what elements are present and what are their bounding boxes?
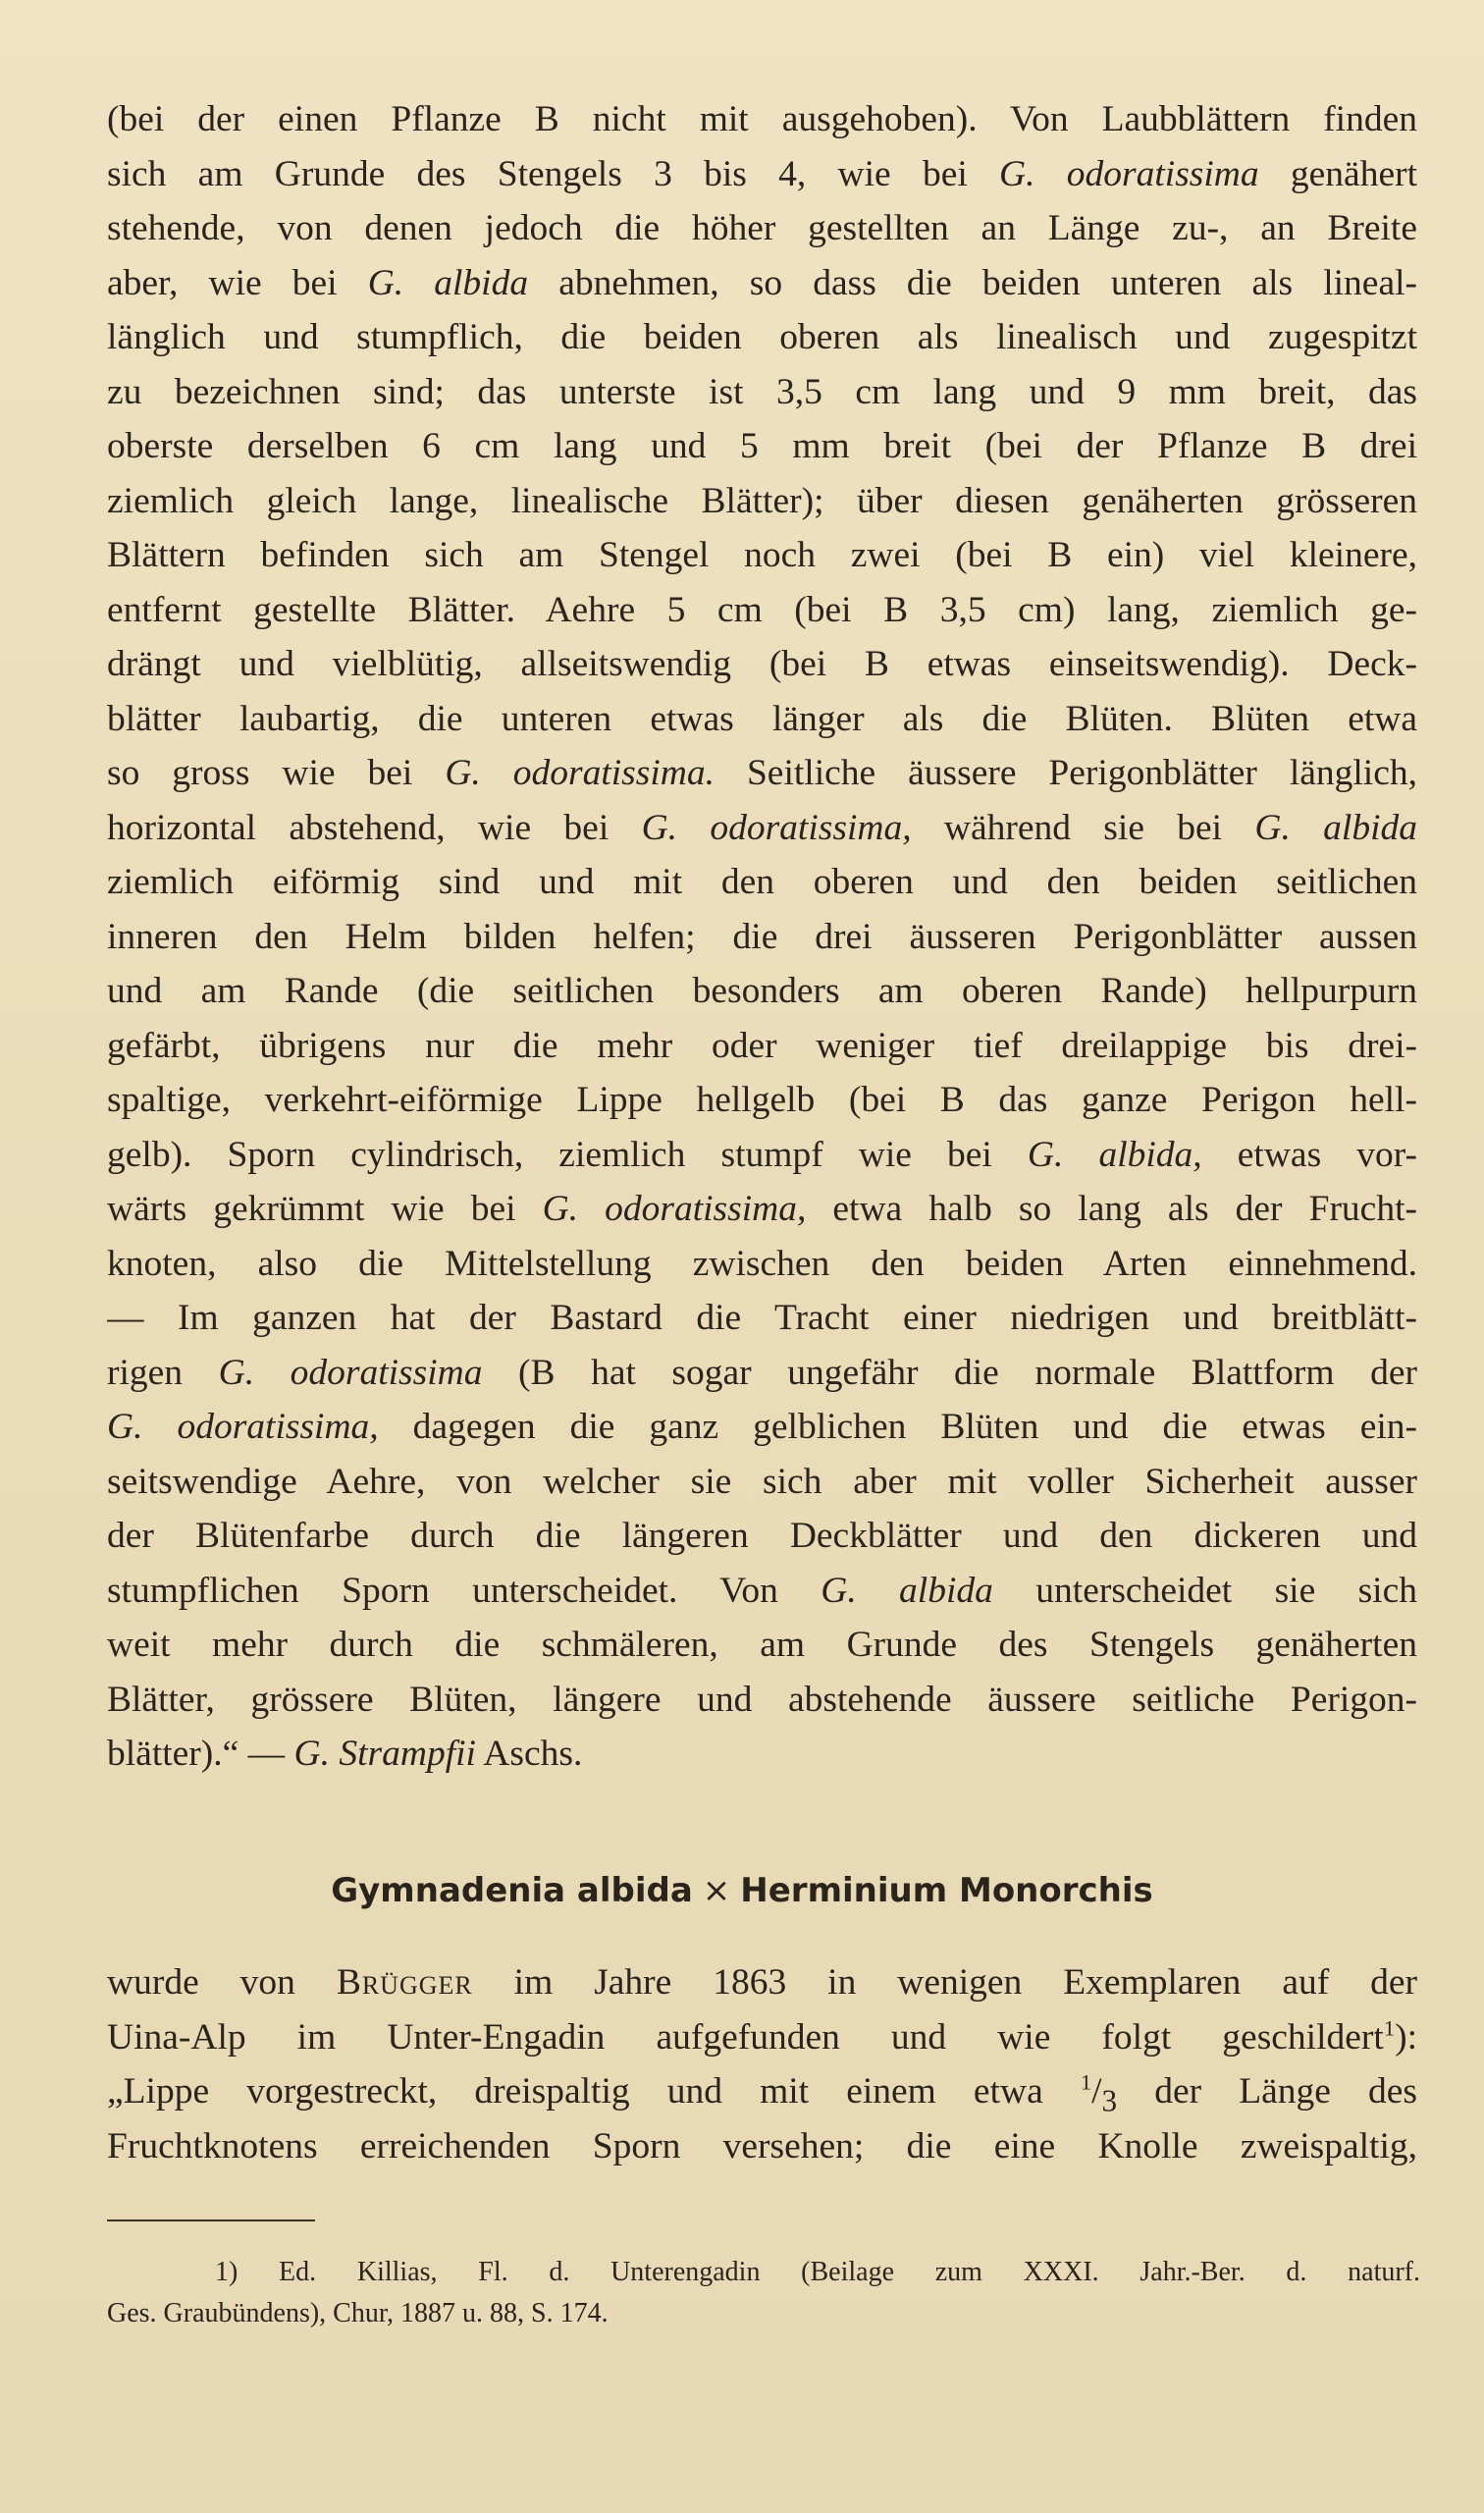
text-line — [107, 256, 1417, 311]
text-line — [107, 637, 1417, 692]
text-line — [107, 801, 1417, 856]
text-line — [107, 1673, 1417, 1728]
text-fragment: abnehmen, so dass die beiden unteren als lineal- — [528, 262, 1417, 303]
second-paragraph — [107, 1955, 1417, 2173]
text-line — [107, 1019, 1417, 1074]
text-fragment: länglich und stumpflich, die beiden oberen als linealisch und zugespitzt — [107, 317, 1417, 357]
text-fragment: etwa halb so lang als der Frucht- — [806, 1189, 1417, 1229]
text-fragment: Fruchtknotens erreichenden Sporn versehen; die eine Knolle zweispaltig, — [107, 2125, 1417, 2166]
text-line — [107, 692, 1417, 747]
text-fragment: 1 — [1383, 2015, 1396, 2040]
italic-text: G. odoratissima — [999, 153, 1259, 194]
text-fragment: spaltige, verkehrt-eiförmige Lippe hellgelb (bei B das ganze Perigon hell- — [107, 1080, 1417, 1120]
text-fragment: wärts gekrümmt wie bei — [107, 1189, 543, 1229]
text-fragment: seitswendige Aehre, von welcher sie sich aber mit voller Sicherheit ausser — [107, 1461, 1417, 1502]
text-fragment: rigen — [107, 1352, 219, 1393]
text-fragment: — Im ganzen hat der Bastard die Tracht einer niedrigen und breitblätt- — [107, 1298, 1417, 1338]
text-line — [107, 528, 1417, 583]
text-line — [107, 855, 1417, 910]
footnote-line-2: Ges. Graubündens), Chur, 1887 u. 88, S. 174. — [107, 2298, 609, 2328]
text-line — [107, 1564, 1417, 1619]
text-line — [107, 2119, 1417, 2174]
italic-text: G. odoratissima, — [542, 1189, 807, 1229]
section-heading — [0, 1866, 1484, 1915]
text-fragment: genähert — [1258, 153, 1417, 194]
text-line — [107, 92, 1417, 147]
text-line — [107, 365, 1417, 420]
italic-text: G. albida — [821, 1570, 993, 1611]
hybrid-cross-symbol: × — [702, 1871, 731, 1910]
text-line — [107, 310, 1417, 365]
italic-text: G. albida — [1254, 807, 1417, 848]
text-line — [107, 583, 1417, 638]
text-fragment: Blätter, grössere Blüten, längere und abstehende äussere seitliche Perigon- — [107, 1679, 1417, 1720]
text-line — [107, 1727, 1417, 1782]
italic-text: G. Strampfii — [293, 1734, 476, 1774]
italic-text: G. odoratissima — [218, 1352, 483, 1393]
italic-text: G. odoratissima, — [641, 807, 912, 848]
text-fragment: Aschs. — [475, 1734, 583, 1774]
footnote — [107, 2252, 1422, 2334]
text-fragment: inneren den Helm bilden helfen; die drei äusseren Perigonblätter aussen — [107, 916, 1417, 957]
italic-text: G. odoratissima, — [107, 1407, 379, 1447]
text-fragment: gefärbt, übrigens nur die mehr oder weniger tief dreilappige bis drei- — [107, 1025, 1417, 1066]
text-fragment: wurde von — [107, 1962, 337, 2003]
text-fragment: (B hat sogar ungefähr die normale Blattform der — [482, 1352, 1417, 1393]
text-line — [107, 1182, 1417, 1237]
text-line — [107, 1237, 1417, 1292]
text-fragment: stumpflichen Sporn unterscheidet. Von — [107, 1570, 822, 1611]
text-line — [107, 964, 1417, 1019]
text-fragment: der Länge des — [1117, 2071, 1417, 2112]
text-fragment: der Blütenfarbe durch die längeren Deckblätter und den dickeren und — [107, 1516, 1417, 1556]
text-fragment: weit mehr durch die schmäleren, am Grunde des Stengels genäherten — [107, 1625, 1417, 1665]
text-fragment: Uina-Alp im Unter-Engadin aufgefunden und wie folgt geschildert — [107, 2016, 1384, 2058]
text-line — [107, 2010, 1417, 2065]
text-fragment: entfernt gestellte Blätter. Aehre 5 cm (bei B 3,5 cm) lang, ziemlich ge- — [107, 589, 1417, 630]
text-line — [107, 1346, 1417, 1401]
text-line — [107, 1509, 1417, 1564]
footnote-divider — [107, 2219, 315, 2221]
text-fragment: und am Rande (die seitlichen besonders am oberen Rande) hellpurpurn — [107, 971, 1417, 1011]
text-line — [107, 1618, 1417, 1673]
text-fragment: Seitliche äussere Perigonblätter länglich, — [714, 753, 1417, 793]
text-fragment: knoten, also die Mittelstellung zwischen den beiden Arten einnehmend. — [107, 1243, 1417, 1284]
text-line — [107, 1291, 1417, 1346]
text-fragment: ziemlich eiförmig sind und mit den oberen und den beiden seitlichen — [107, 862, 1417, 902]
text-fragment: ziemlich gleich lange, linealische Blätter); über diesen genäherten grösseren — [107, 480, 1417, 521]
text-line — [107, 1400, 1417, 1455]
text-fragment: drängt und vielblütig, allseitswendig (bei B etwas einseitswendig). Deck- — [107, 644, 1417, 684]
text-fragment: 3 — [1101, 2083, 1118, 2118]
text-fragment: sich am Grunde des Stengels 3 bis 4, wie bei — [107, 153, 1000, 194]
text-line — [107, 1128, 1417, 1183]
text-fragment: dagegen die ganz gelblichen Blüten und die etwas ein- — [378, 1407, 1417, 1447]
text-fragment: im Jahre 1863 in wenigen Exemplaren auf der — [472, 1962, 1417, 2003]
text-line — [107, 910, 1417, 965]
italic-text: G. albida, — [1027, 1134, 1202, 1175]
smallcaps-name: Brügger — [336, 1962, 473, 2003]
text-fragment: (bei der einen Pflanze B nicht mit ausgehoben). Von Laubblättern finden — [107, 99, 1417, 139]
text-line — [107, 1073, 1417, 1128]
text-fragment: stehende, von denen jedoch die höher gestellten an Länge zu-, an Breite — [107, 208, 1417, 248]
text-line — [107, 147, 1417, 202]
text-fragment: während sie bei — [911, 807, 1255, 848]
text-fragment: horizontal abstehend, wie bei — [107, 807, 642, 848]
heading-right: Herminium Monorchis — [740, 1871, 1153, 1910]
text-fragment: gelb). Sporn cylindrisch, ziemlich stumpf wie bei — [107, 1134, 1028, 1175]
text-fragment: 1 — [1080, 2069, 1092, 2095]
text-fragment: blätter laubartig, die unteren etwas länger als die Blüten. Blüten etwa — [107, 698, 1417, 739]
text-line — [107, 201, 1417, 256]
main-paragraph — [107, 92, 1417, 1782]
text-fragment: „Lippe vorgestreckt, dreispaltig und mit einem etwa — [107, 2071, 1081, 2112]
text-fragment: Blättern befinden sich am Stengel noch zwei (bei B ein) viel kleinere, — [107, 535, 1417, 575]
text-line — [107, 2064, 1417, 2119]
text-line — [107, 474, 1417, 529]
text-line — [107, 419, 1417, 474]
text-fragment: unterscheidet sie sich — [992, 1570, 1417, 1611]
text-line — [107, 1955, 1417, 2010]
text-fragment: so gross wie bei — [107, 753, 446, 793]
footnote-line-1: 1) Ed. Killias, Fl. d. Unterengadin (Beilage zum XXXI. Jahr.-Ber. d. naturf. — [215, 2257, 1420, 2287]
text-fragment: aber, wie bei — [107, 262, 368, 303]
text-fragment: oberste derselben 6 cm lang und 5 mm breit (bei der Pflanze B drei — [107, 426, 1417, 466]
text-fragment: zu bezeichnen sind; das unterste ist 3,5 cm lang und 9 mm breit, das — [107, 371, 1417, 412]
italic-text: G. odoratissima. — [445, 753, 715, 793]
heading-left: Gymnadenia albida — [331, 1871, 693, 1910]
text-line — [107, 1455, 1417, 1510]
text-fragment: / — [1091, 2071, 1102, 2112]
text-fragment: blätter).“ — — [107, 1734, 294, 1774]
text-fragment: etwas vor- — [1201, 1134, 1417, 1175]
text-line — [107, 746, 1417, 801]
text-fragment: ): — [1395, 2016, 1417, 2058]
italic-text: G. albida — [367, 262, 529, 303]
